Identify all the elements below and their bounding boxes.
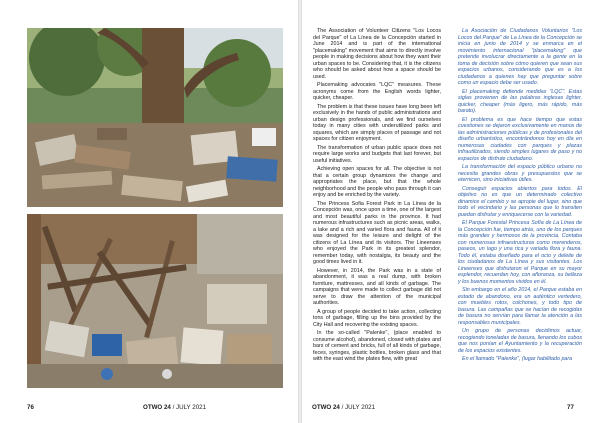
issue-date: / JULY 2021 bbox=[339, 404, 376, 411]
english-paragraph: Achieving open spaces for all. The objective is not that a certain group dynamizes the change and appropriates the place, but that the whole neighborhood and the people who pass through it can enjoy and be enriched by the variety. bbox=[313, 166, 441, 198]
issue-date: / JULY 2021 bbox=[170, 404, 207, 411]
english-paragraph: However, in 2014, the Park was in a state of abandonment, it was a real dump, with broken furniture, mattresses, and all kinds of garbage. The campaigns that were made to collect garbage did not serve to draw the attention of the municipal authorities. bbox=[313, 267, 441, 306]
left-page bbox=[0, 0, 298, 423]
magazine-folio-right bbox=[312, 404, 375, 411]
page-number-left: 76 bbox=[27, 404, 34, 411]
spanish-paragraph: El placemaking defiende medidas "LQC". Estas siglas provienen de las palabras inglesas lighter, quicker, cheaper (más ligero, más rápido, más barato). bbox=[458, 88, 582, 114]
spanish-paragraph: Conseguir espacios abiertos para todos. El objetivo no es que un determinado colectivo dinamice el cambio y se apropie del lugar, sino que todo el vecindario y las personas que lo transiten puedan disfrutar y enriquecerse con la variedad. bbox=[458, 185, 582, 218]
english-paragraph: The Association of Volunteer Citizens "Los Locos del Parque" of La Línea de la Concepción started in June 2014 and is part of the international "placemaking" movement that aims to directly involve people in making decisions about how they want their urban spaces to be. Considering that, it is the citizens who should be asked about how a space should be used. bbox=[313, 28, 441, 80]
english-paragraph: The Princess Sofia Forest Park in La Línea de la Concepción was, once upon a time, one of the largest and most beautiful parks in the province. It had numerous infrastructures such as picnic areas, walks, a lake and a rich and varied flora and fauna. All of it was designed for the leisure and delight of the citizens of La Línea and its visitors. The Lineenses who enjoyed the Park in its greatest splendor, remember today, with nostalgia, its beauty and the good times lived in it. bbox=[313, 200, 441, 265]
spanish-paragraph: La Asociación de Ciudadanos Voluntarios "Los Locos del Parque" de La Línea de la Concepción se inicia en junio de 2014 y se enmarca en el movimiento internacional "placemaking" que pretende involucrar directamente a la gente en la toma de decisión sobre cómo quieren que sean sus espacios urbanos, considerando que es a los ciudadanos a quienes hay que preguntar sobre como un espacio debe ser usado. bbox=[458, 28, 582, 86]
spanish-column bbox=[458, 28, 582, 390]
magazine-folio-left bbox=[143, 404, 206, 411]
spanish-paragraph: El problema es que hace tiempo que estas cuestiones se dejaron exclusivamente en manos de las administraciones públicas y de profesionales del diseño urbanístico, encontrándonos hoy en día en numerosas ciudades con parques y plazas infrautilizados, siendo simples lugares de paso y no espacios de disfrute ciudadano. bbox=[458, 116, 582, 162]
english-paragraph: The problem is that these issues have long been left exclusively in the hands of public administrations and urban design professionals, and we find ourselves today in many cities with underutilized parks and squares, which are simply places of passage and not spaces for citizen enjoyment. bbox=[313, 103, 441, 142]
magazine-name: OTWO 24 bbox=[312, 404, 340, 411]
page-number-right: 77 bbox=[567, 404, 574, 411]
spanish-paragraph: El Parque Forestal Princesa Sofía de La Línea de la Concepción fue, tiempo atrás, uno de los parques más grandes y hermosos de la provincia. Contaba con numerosas infraestructuras como merenderos, paseos, un lago y una rica y variada flora y fauna. Todo él, estaba diseñado para el ocio y deleite de los ciudadanos de La Línea y sus visitantes. Los Lineenses que disfrutaron el Parque en su mayor esplendor, recuerdan hoy, con añoranza, su belleza y los buenos momentos vividos en él. bbox=[458, 220, 582, 285]
english-paragraph: A group of people decided to take action, collecting tons of garbage, filling up the bins provided by the City Hall and recovering the existing spaces. bbox=[313, 308, 441, 328]
spanish-paragraph: La transformación del espacio público urbano no necesita grandes obras y presupuestos que se eternicen, sino iniciativas útiles. bbox=[458, 164, 582, 183]
photo-tree-garbage bbox=[27, 28, 283, 207]
spanish-paragraph: En el llamado "Palenke", (lugar habilitado para bbox=[462, 356, 573, 362]
english-paragraph: Placemaking advocates "LQC" measures. These acronyms come from the English words lighter, quicker, cheaper. bbox=[313, 82, 441, 101]
english-column bbox=[313, 28, 441, 390]
photo-debris-structure bbox=[27, 214, 283, 388]
english-paragraph: In the so-called "Palenke", (place enabled to consume alcohol), abandoned, closed with plates and bars of cement and bricks, full of all kinds of garbage, feces, syringes, plastic bottles, broken glass and that with the east wind the plates flew, with great bbox=[313, 330, 441, 362]
english-paragraph: The transformation of urban public space does not require large works and budgets that last forever, but useful initiatives. bbox=[313, 144, 441, 164]
spanish-paragraph: Un grupo de personas decidimos actuar, recogiendo toneladas de basura, llenando los cubos que nos ponían el Ayuntamiento y la recuperación de los espacios existentes. bbox=[458, 328, 582, 354]
spanish-paragraph: Sin embargo en el año 2014, el Parque estaba en estado de abandono, era un auténtico vertedero, con muebles rotos, colchones, y todo tipo de basura. Las campañas que se hacían de recogidas de basura no servían para llamar la atención a las responsables municipales. bbox=[458, 287, 582, 326]
magazine-name: OTWO 24 bbox=[143, 404, 171, 411]
